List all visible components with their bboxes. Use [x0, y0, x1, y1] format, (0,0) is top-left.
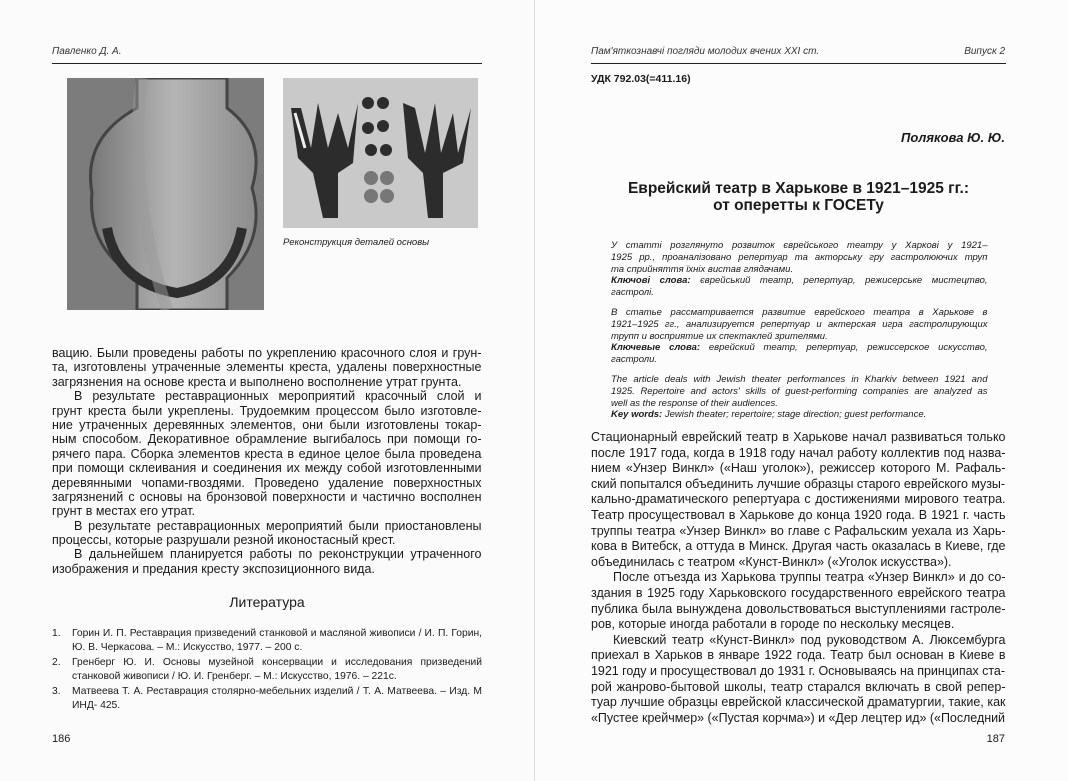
- abstract-line: 1921–1925 гг., анализируется репертуар и актерская игра гастролирующих: [611, 318, 988, 330]
- paragraph: [52, 346, 482, 389]
- body-text: [52, 346, 482, 576]
- keywords-text: єврейський театр, репертуар, режисерське мистецтво,: [690, 275, 988, 287]
- keywords-label: Key words:: [611, 409, 663, 421]
- keywords-line: [611, 354, 988, 366]
- text-line: здания в 1925 году Харьковского государственного еврейского театра: [591, 585, 1006, 600]
- text-line: загрязнения на основе креста и выполнено восполнение утрат грунта.: [52, 374, 462, 389]
- keywords-line: [611, 275, 988, 287]
- running-header-journal: Пам'яткознавчі погляди молодих вчених XXI ст.: [591, 46, 820, 57]
- title-line-2: от оперетты к ГОСЕТу: [713, 197, 884, 214]
- spacer: [611, 299, 988, 307]
- keywords-text: Jewish theater; repertoire; stage direction; guest performance.: [662, 409, 927, 421]
- reference-item: [52, 627, 482, 655]
- text-line: В результате реставрационных мероприятий были приостановлены: [74, 518, 482, 533]
- keywords-line: [611, 409, 988, 421]
- text-line: загрязнений с основы на бронзовой поверхности и частично восполнен: [52, 489, 482, 504]
- text-line: ров, которые иногда работали в городе по нескольку месяцев.: [591, 617, 955, 632]
- abstract-line: The article deals with Jewish theater performances in Kharkiv between 1921 and: [611, 373, 988, 385]
- keywords-text: гастролі.: [611, 287, 654, 299]
- text-line: процессы, которые разрушали резной иконостасный крест.: [52, 533, 396, 548]
- text-line: туар лучшие образцы еврейской классической драматургии, такие, как: [591, 695, 1006, 710]
- paragraph: [52, 389, 482, 519]
- page-number: 187: [986, 733, 1005, 745]
- running-header: Павленко Д. А.: [52, 46, 122, 57]
- reference-text: Гренберг Ю. И. Основы музейной консервации и исследования призведений станковой живописи / Ю. И. Гренберг. – М.: Искусство, 1976. – 221с.: [72, 657, 482, 682]
- text-line: грунт в местах его утрат.: [52, 504, 195, 519]
- text-line: труппы театра «Унзер Винкл» во главе с Рафальским уехала из Харь-: [591, 523, 1006, 538]
- text-line: рячего пара. Сборка элементов креста в единое целое была проведена: [52, 446, 482, 461]
- keywords-label: Ключевые слова:: [611, 342, 701, 354]
- figure-caption: Реконструкция деталей основы: [283, 237, 430, 248]
- abstract-block: [611, 240, 988, 299]
- text-line: В дальнейшем планируется работы по реконструкции утраченного: [74, 547, 482, 562]
- keywords-label: Ключові слова:: [611, 275, 691, 287]
- text-line: кова в Витебск, а оттуда в Минск. Другая часть оказалась в Киеве, где: [591, 539, 1006, 554]
- text-line: грунт креста были укреплены. Трудоемким процессом было изготовле-: [52, 403, 482, 418]
- abstract-block: [611, 374, 988, 421]
- udk-code: УДК 792.03(=411.16): [591, 73, 691, 85]
- cross-photo: [67, 78, 264, 310]
- abstract-line: well as the response of their audiences.: [611, 397, 778, 409]
- paragraph: [52, 519, 482, 548]
- article-title: [591, 180, 1006, 214]
- keywords-text: гастроли.: [611, 354, 658, 366]
- keywords-line: [611, 287, 988, 299]
- details-photo: [283, 78, 478, 228]
- paragraph: [591, 570, 1006, 632]
- text-line: Киевский театр «Кунст-Винкл» под руководством А. Люксембурга: [613, 632, 1006, 647]
- text-line: рой жанрово-бытовой школы, театр старался включать в свой репер-: [591, 679, 1006, 694]
- reference-item: [52, 685, 482, 713]
- text-line: ский попытался объединить лучшие образцы старого еврейского музы-: [591, 476, 1005, 491]
- paragraph: [591, 633, 1006, 727]
- spacer: [611, 366, 988, 374]
- text-line: объединилась с театром «Кунст-Винкл» («Уголок искусства»).: [591, 554, 952, 569]
- text-line: после 1917 года, когда в 1918 году начал работу коллектив под назва-: [591, 445, 1006, 460]
- running-header-issue: Випуск 2: [964, 46, 1005, 57]
- abstract-line: В статье рассматривается развитие еврейского театра в Харькове в: [611, 306, 988, 318]
- text-line: вацию. Были проведены работы по укреплению красочного слоя и грун-: [52, 346, 482, 360]
- header-rule: [52, 63, 482, 64]
- paragraph: [52, 547, 482, 576]
- text-line: Театр просуществовал в Харькове до конца 1920 года. В 1921 г. часть: [591, 507, 1006, 522]
- abstracts: [611, 240, 988, 421]
- title-line-1: Еврейский театр в Харькове в 1921–1925 гг.:: [627, 180, 970, 197]
- text-line: деревянными чопами-гвоздями. Проведено удаление поверхностных: [52, 475, 482, 490]
- references-title: Литература: [229, 594, 305, 610]
- text-line: Стационарный еврейский театр в Харькове начал развиваться только: [591, 430, 1006, 444]
- text-line: 1921 году и просуществовал до 1931 г. Основываясь на принципах ста-: [591, 663, 1005, 678]
- page-number: 186: [52, 733, 71, 745]
- abstract-line: 1925 рр., проаналізовано репертуар та акторську гру гастролюючих труп: [611, 251, 988, 263]
- text-line: В результате реставрационных мероприятий красочный слой и: [74, 389, 482, 404]
- abstract-line: та сприйняття їхніх вистав глядачами.: [611, 263, 794, 275]
- text-line: та, изготовлены утраченные элементы креста, удалены поверхностные: [52, 360, 482, 375]
- reference-text: Горин И. П. Реставрация призведений станковой и масляной живописи / И. П. Горин, Ю. В. Черкасова. – М.: Искусство, 1977. – 200 с.: [72, 628, 482, 653]
- keywords-text: еврейский театр, репертуар, режиссерское искусство,: [700, 342, 988, 354]
- reference-number: 1.: [52, 628, 61, 639]
- body-text: [591, 430, 1006, 726]
- text-line: кально-драматического репертуара с достижениями мирового театра.: [591, 492, 1006, 507]
- text-line: при помощи склеивания и соединения их между собой изготовленными: [52, 461, 482, 476]
- references-list: [52, 627, 482, 714]
- text-line: После отъезда из Харькова труппы театра «Унзер Винкл» и до со-: [613, 570, 1006, 585]
- text-line: ным способом. Декоративное обрамление выгибалось при помощи го-: [52, 432, 482, 447]
- keywords-line: [611, 342, 988, 354]
- text-line: нием «Унзер Винкл» («Наш уголок»), режиссер которого М. Рафаль-: [591, 461, 1006, 476]
- abstract-line: 1925. Repertoire and actors' skills of guest-performing companies are analyzed as: [611, 385, 988, 397]
- text-line: приехал в Харьков в январе 1922 года. Театр был основан в Киеве в: [591, 648, 1006, 663]
- text-line: «Пустее крейчмер» («Пустая корчма») и «Дер лецтер ид» («Последний: [591, 710, 1005, 725]
- header-rule: [591, 63, 1006, 64]
- reference-item: [52, 656, 482, 684]
- right-page: [534, 0, 1068, 781]
- reference-number: 3.: [52, 686, 61, 697]
- paragraph: [591, 430, 1006, 570]
- text-line: изображения и предания кресту экспозиционного вида.: [52, 561, 375, 576]
- reference-number: 2.: [52, 657, 61, 668]
- abstract-line: трупп и восприятие их спектаклей зрителями.: [611, 330, 828, 342]
- text-line: публика была вынуждена довольствоваться выступлениями гастроле-: [591, 601, 1006, 616]
- text-line: ние утраченных деревянных элементов, они были изготовлены токар-: [52, 417, 482, 432]
- abstract-line: У статті розглянуто розвиток єврейського театру у Харкові у 1921–: [611, 240, 988, 251]
- author-name: Полякова Ю. Ю.: [900, 130, 1005, 145]
- reference-text: Матвеева Т. А. Реставрация столярно-мебельних изделий / Т. А. Матвеева. – Изд. М ИНД- 425.: [72, 686, 482, 711]
- abstract-block: [611, 307, 988, 366]
